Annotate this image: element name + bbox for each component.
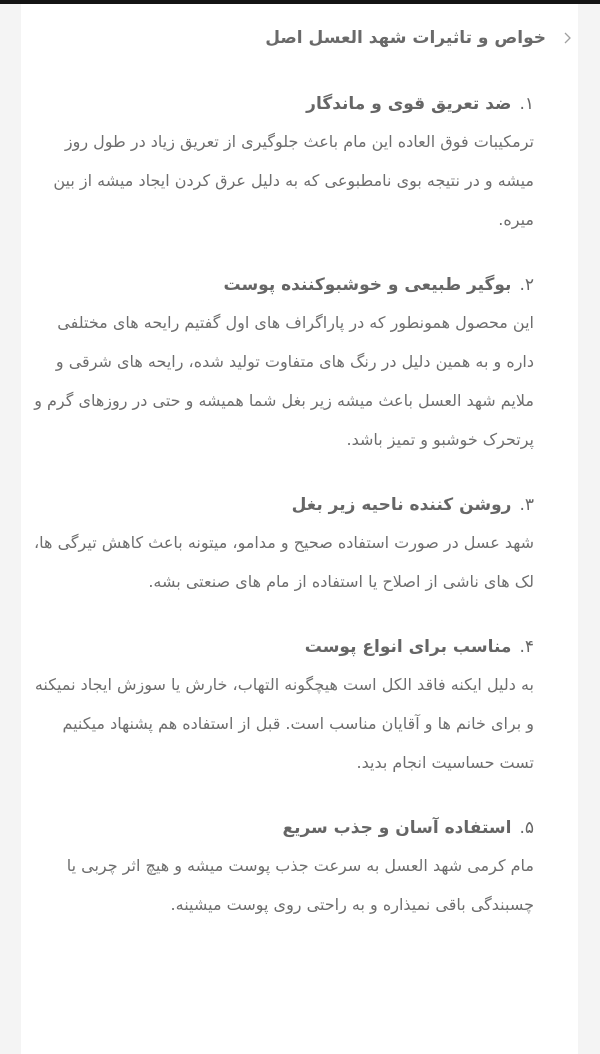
item-title: ۱.ضد تعریق قوی و ماندگار bbox=[306, 94, 534, 114]
item-body: شهد عسل در صورت استفاده صحیح و مدامو، میتونه باعث کاهش تیرگی ها، لک های ناشی از اصلاح یا استفاده از مام های صنعتی بشه. bbox=[34, 533, 534, 591]
item-body: این محصول همونطور که در پاراگراف های اول گفتیم رایحه های مختلفی داره و به همین دلیل در رنگ های متفاوت تولید شده، رایحه های شرقی و ملایم شهد العسل باعث میشه زیر بغل شما همیشه و حتی در روزهای گرم و پرتحرک خوشبو و تمیز باشد. bbox=[34, 313, 534, 449]
item-title: ۴.مناسب برای انواع پوست bbox=[304, 637, 534, 657]
item-body: مام کرمی شهد العسل به سرعت جذب پوست میشه و هیچ اثر چربی یا چسبندگی باقی نمیذاره و به راحتی روی پوست میشینه. bbox=[66, 856, 534, 914]
chevron-right-icon bbox=[560, 31, 574, 45]
item-title: ۲.بوگیر طبیعی و خوشبوکننده پوست bbox=[223, 275, 534, 295]
accordion-content bbox=[34, 86, 534, 952]
list-item bbox=[34, 629, 534, 782]
list-item bbox=[34, 810, 534, 924]
accordion-toggle[interactable] bbox=[30, 20, 578, 56]
list-item bbox=[34, 86, 534, 239]
list-item bbox=[34, 487, 534, 601]
list-item bbox=[34, 267, 534, 459]
item-title: ۵.استفاده آسان و جذب سریع bbox=[282, 818, 534, 838]
item-body: ترمکیبات فوق العاده این مام باعث جلوگیری از تعریق زیاد در طول روز میشه و در نتیجه بوی نامطبوعی که به دلیل عرق کردن ایجاد میشه از بین میره. bbox=[53, 132, 534, 229]
item-title: ۳.روشن کننده ناحیه زیر بغل bbox=[291, 495, 534, 515]
item-body: به دلیل ایکنه فاقد الکل است هیچگونه التهاب، خارش یا سوزش ایجاد نمیکنه و برای خانم ها و آقایان مناسب است. قبل از استفاده هم پشنهاد میکنیم تست حساسیت انجام بدید. bbox=[34, 675, 534, 772]
content-panel bbox=[21, 4, 578, 1054]
accordion-title: خواص و تاثیرات شهد العسل اصل bbox=[265, 28, 546, 48]
